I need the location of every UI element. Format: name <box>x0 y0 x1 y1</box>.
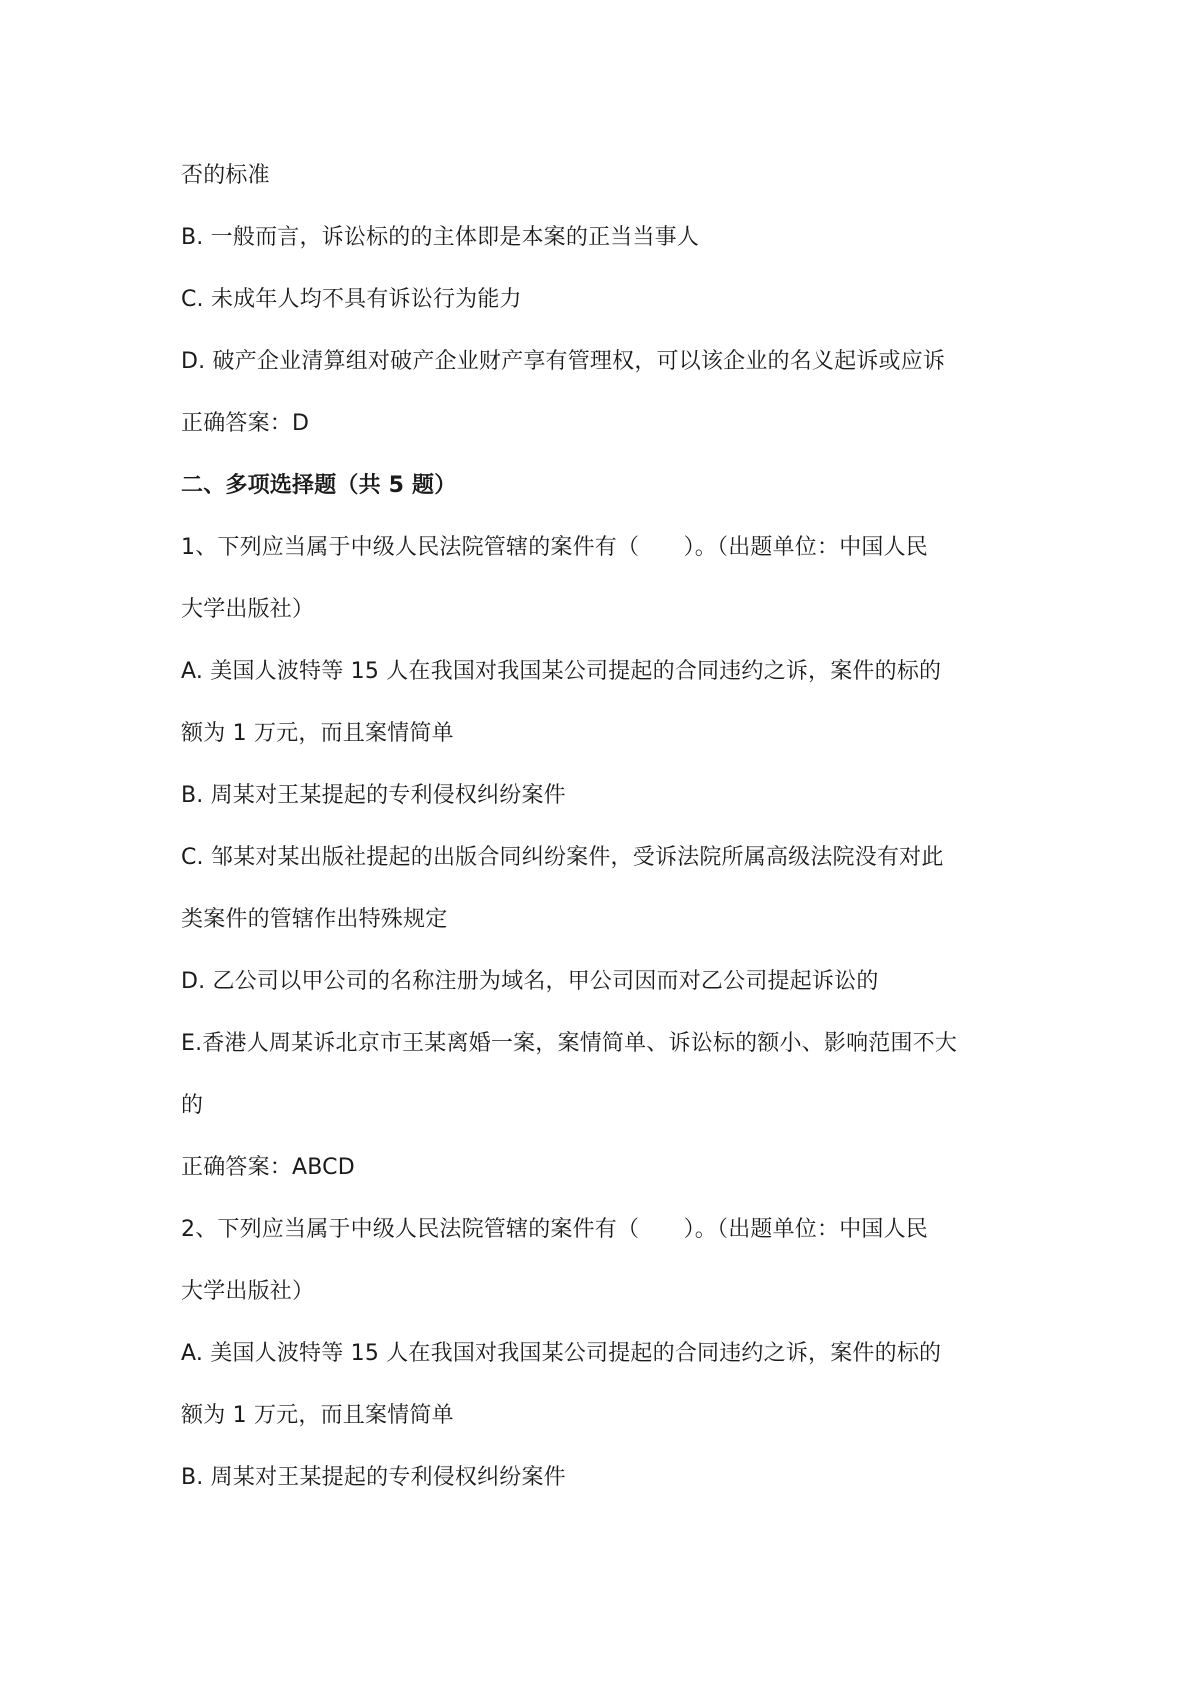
prev-option-d: D. 破产企业清算组对破产企业财产享有管理权，可以该企业的名义起诉或应诉 <box>181 349 946 374</box>
q1-option-b: B. 周某对王某提起的专利侵权纠纷案件 <box>181 783 566 808</box>
prev-option-b: B. 一般而言，诉讼标的的主体即是本案的正当当事人 <box>181 225 700 250</box>
prev-option-c: C. 未成年人均不具有诉讼行为能力 <box>181 287 522 312</box>
q2-option-a: A. 美国人波特等 15 人在我国对我国某公司提起的合同违约之诉，案件的标的 <box>181 1341 942 1366</box>
q1-answer: 正确答案：ABCD <box>181 1155 355 1180</box>
q2-option-a-continuation: 额为 1 万元，而且案情简单 <box>181 1403 454 1428</box>
q1-option-c-continuation: 类案件的管辖作出特殊规定 <box>181 907 448 932</box>
q2-stem-continuation: 大学出版社） <box>181 1279 315 1304</box>
q1-stem: 1、下列应当属于中级人民法院管辖的案件有（ ）。（出题单位：中国人民 <box>181 535 928 560</box>
q1-option-d: D. 乙公司以甲公司的名称注册为域名，甲公司因而对乙公司提起诉讼的 <box>181 969 879 994</box>
q1-stem-continuation: 大学出版社） <box>181 597 315 622</box>
section-heading: 二、多项选择题（共 5 题） <box>181 473 457 498</box>
q2-stem: 2、下列应当属于中级人民法院管辖的案件有（ ）。（出题单位：中国人民 <box>181 1217 928 1242</box>
q1-option-a-continuation: 额为 1 万元，而且案情简单 <box>181 721 454 746</box>
q1-option-e-continuation: 的 <box>181 1093 204 1118</box>
q2-option-b: B. 周某对王某提起的专利侵权纠纷案件 <box>181 1465 566 1490</box>
prev-answer: 正确答案：D <box>181 411 310 436</box>
prev-option-a-continuation: 否的标准 <box>181 163 270 188</box>
q1-option-c: C. 邹某对某出版社提起的出版合同纠纷案件，受诉法院所属高级法院没有对此 <box>181 845 944 870</box>
q1-option-e: E.香港人周某诉北京市王某离婚一案，案情简单、诉讼标的额小、影响范围不大 <box>181 1031 958 1056</box>
q1-option-a: A. 美国人波特等 15 人在我国对我国某公司提起的合同违约之诉，案件的标的 <box>181 659 942 684</box>
